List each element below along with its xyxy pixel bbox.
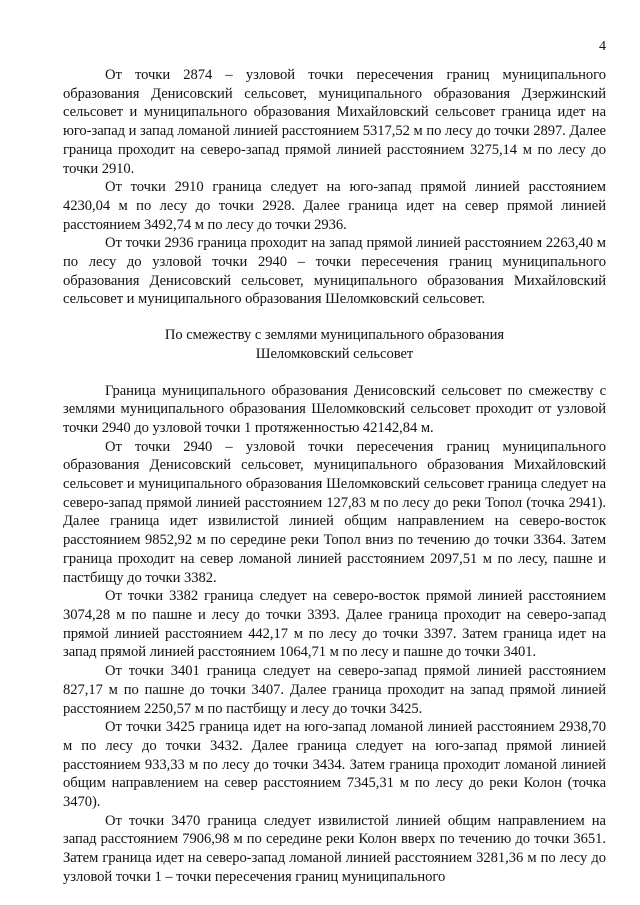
paragraph: От точки 3382 граница следует на северо-восток прямой линией расстоянием 3074,28 м по пашне и лесу до точки 3393. Далее граница проходит на северо-запад прямой линией расстоянием 442,17 м по лесу до точки 3397. Затем граница идет на запад прямой линией расстоянием 1064,71 м по лесу и пашне до точки 3401. — [63, 588, 606, 661]
paragraph: От точки 2874 – узловой точки пересечения границ муниципального образования Денисовский сельсовет, муниципального образования Дзержинский сельсовет и муниципального образования Михайловский сельсовет граница идет на юго-запад и запад ломаной линией расстоянием 5317,52 м по лесу до точки 2897. Далее граница проходит на северо-запад прямой линией расстоянием 3275,14 м по лесу до точки 2910. — [63, 67, 606, 177]
section-heading — [63, 326, 606, 363]
paragraph: От точки 3470 граница следует извилистой линией общим направлением на запад расстоянием 7906,98 м по середине реки Колон вверх по течению до точки 3651. Затем граница идет на северо-запад ломаной линией расстоянием 3281,36 м по лесу до узловой точки 1 – точки пересечения границ муниципального — [63, 812, 606, 885]
section-heading-line: По смежеству с землями муниципального образования — [164, 327, 505, 344]
document-body — [63, 66, 606, 887]
paragraph: От точки 2910 граница следует на юго-запад прямой линией расстоянием 4230,04 м по лесу до точки 2928. Далее граница идет на север прямой линией расстоянием 3492,74 м по лесу до точки 2936. — [63, 179, 606, 233]
section-heading-line: Шеломковский сельсовет — [255, 345, 414, 362]
paragraph: От точки 2936 граница проходит на запад прямой линией расстоянием 2263,40 м по лесу до узловой точки 2940 – точки пересечения границ муниципального образования Денисовский сельсовет, муниципального образования Михайловский сельсовет и муниципального образования Шеломковский сельсовет. — [63, 235, 606, 308]
page-number: 4 — [599, 39, 606, 54]
paragraph: Граница муниципального образования Денисовский сельсовет по смежеству с землями муниципального образования Шеломковский сельсовет проходит от узловой точки 2940 до узловой точки 1 протяженностью 42142,84 м. — [63, 382, 606, 436]
paragraph: От точки 3401 граница следует на северо-запад прямой линией расстоянием 827,17 м по пашне до точки 3407. Далее граница проходит на запад прямой линией расстоянием 2250,57 м по пастбищу и лесу до точки 3425. — [63, 663, 606, 717]
paragraph: От точки 3425 граница идет на юго-запад ломаной линией расстоянием 2938,70 м по лесу до точки 3432. Далее граница следует на юго-запад прямой линией расстоянием 933,33 м по лесу до точки 3434. Затем граница проходит ломаной линией общим направлением на север расстоянием 7345,31 м по лесу до реки Колон (точка 3470). — [63, 719, 606, 811]
paragraph: От точки 2940 – узловой точки пересечения границ муниципального образования Денисовский сельсовет, муниципального образования Михайловский сельсовет и муниципального образования Шеломковский сельсовет граница следует на северо-запад прямой линией расстоянием 127,83 м по лесу до реки Топол (точка 2941). Далее граница идет извилистой линией общим направлением на северо-восток расстоянием 9852,92 м по середине реки Топол вниз по течению до точки 3364. Затем граница проходит на север ломаной линией расстоянием 2097,51 м по лесу, пашне и пастбищу до точки 3382. — [63, 438, 606, 586]
